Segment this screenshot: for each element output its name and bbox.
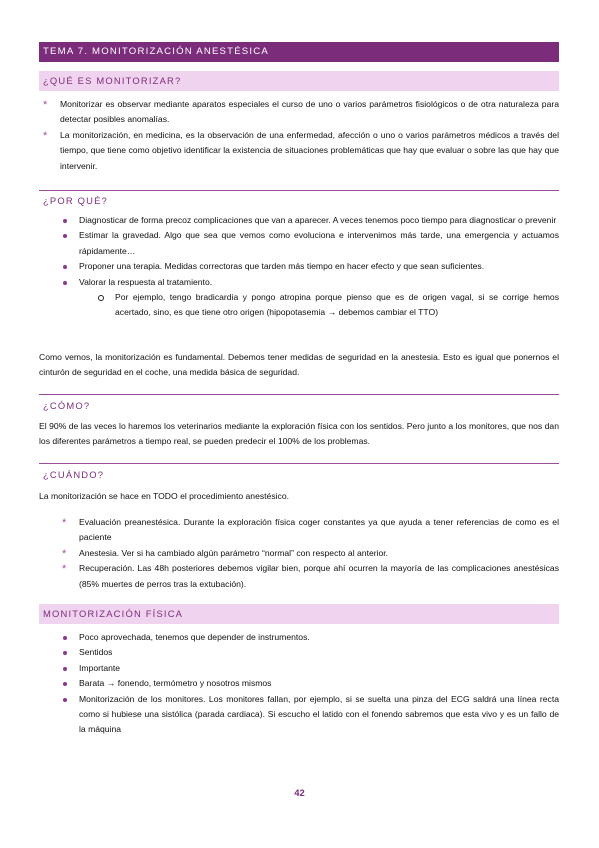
divider [39,463,559,464]
section-heading-que: ¿QUÉ ES MONITORIZAR? [39,71,559,91]
como-paragraph: El 90% de las veces lo haremos los veterinarios mediante la exploración física con los sentidos. Pero junto a los monitores, que nos dan los diferentes parámetros a tiempo real, se pueden predecir el 100% de los problemas. [39,421,559,447]
porque-sublist [39,290,559,321]
list-item: Proponer una terapia. Medidas correctoras que tarden más tiempo en hacer efecto y que sean suficientes. [39,259,559,274]
list-item: * Evaluación preanestésica. Durante la exploración física coger constantes ya que ayuda a tener referencias de como es el paciente [58,515,559,546]
list-item: * La monitorización, en medicina, es la observación de una enfermedad, afección o uno o varios parámetros médicos a través del tiempo, que tiene como objetivo identificar la existencia de situaciones problemáticas que hay que evaluar o sobre las que hay que intervenir. [39,128,559,174]
porque-list-block [39,213,559,321]
fisica-list-block [39,630,559,738]
porque-paragraph-block [39,350,559,381]
fisica-list [39,630,559,738]
list-item: Sentidos [39,645,559,660]
list-item: Estimar la gravedad. Algo que sea que vemos como evoluciona e intervenimos más tarde, una emergencia y actuamos rápidamente… [39,228,559,259]
porque-list [39,213,559,290]
section-heading-fisica: MONITORIZACIÓN FÍSICA [39,604,559,624]
list-item: * Recuperación. Las 48h posteriores debemos vigilar bien, porque ahí ocurren la mayoría de las complicaciones anestésicas (85% muertes de perros tras la extubación). [58,561,559,592]
cuando-list-block [39,515,559,592]
list-item: Diagnosticar de forma precoz complicaciones que van a aparecer. A veces tenemos poco tiempo para diagnosticar o prevenir [39,213,559,228]
list-item: Monitorización de los monitores. Los monitores fallan, por ejemplo, si se suelta una pinza del ECG saldrá una línea recta como si hubiese una sistólica (parada cardiaca). Si escucho el latido con el fonendo sabremos que esta vivo y es un fallo de la máquina [39,692,559,738]
que-list [39,97,559,174]
chapter-title: TEMA 7. MONITORIZACIÓN ANESTÉSICA [39,42,559,62]
list-item: Importante [39,661,559,676]
porque-paragraph: Como vemos, la monitorización es fundamental. Debemos tener medidas de seguridad en la anestesia. Esto es igual que ponernos el cinturón de seguridad en el coche, una medida básica de seguridad. [39,352,559,378]
divider [39,394,559,395]
section-heading-como: ¿CÓMO? [43,400,91,411]
sub-list-item: Por ejemplo, tengo bradicardia y pongo atropina porque pienso que es de origen vagal, si se corrige hemos acertado, sino, es que tiene otro origen (hipopotasemia → debemos cambiar el TTO) [39,290,559,321]
section-heading-porque: ¿POR QUÉ? [43,195,108,206]
cuando-paragraph: La monitorización se hace en TODO el procedimiento anestésico. [39,491,289,501]
que-list-block [39,97,559,174]
cuando-paragraph-block [39,489,559,504]
page-number: 42 [294,787,305,798]
como-paragraph-block [39,419,559,450]
list-item: * Monitorizar es observar mediante aparatos especiales el curso de uno o varios parámetros fisiológicos o de otra naturaleza para detectar posibles anomalías. [39,97,559,128]
section-heading-cuando: ¿CUÁNDO? [43,469,105,480]
list-item: Poco aprovechada, tenemos que depender de instrumentos. [39,630,559,645]
cuando-list [39,515,559,592]
list-item: Barata → fonendo, termómetro y nosotros mismos [39,676,559,691]
list-item: Valorar la respuesta al tratamiento. [39,275,559,290]
list-item: * Anestesia. Ver si ha cambiado algún parámetro “normal” con respecto al anterior. [58,546,559,561]
